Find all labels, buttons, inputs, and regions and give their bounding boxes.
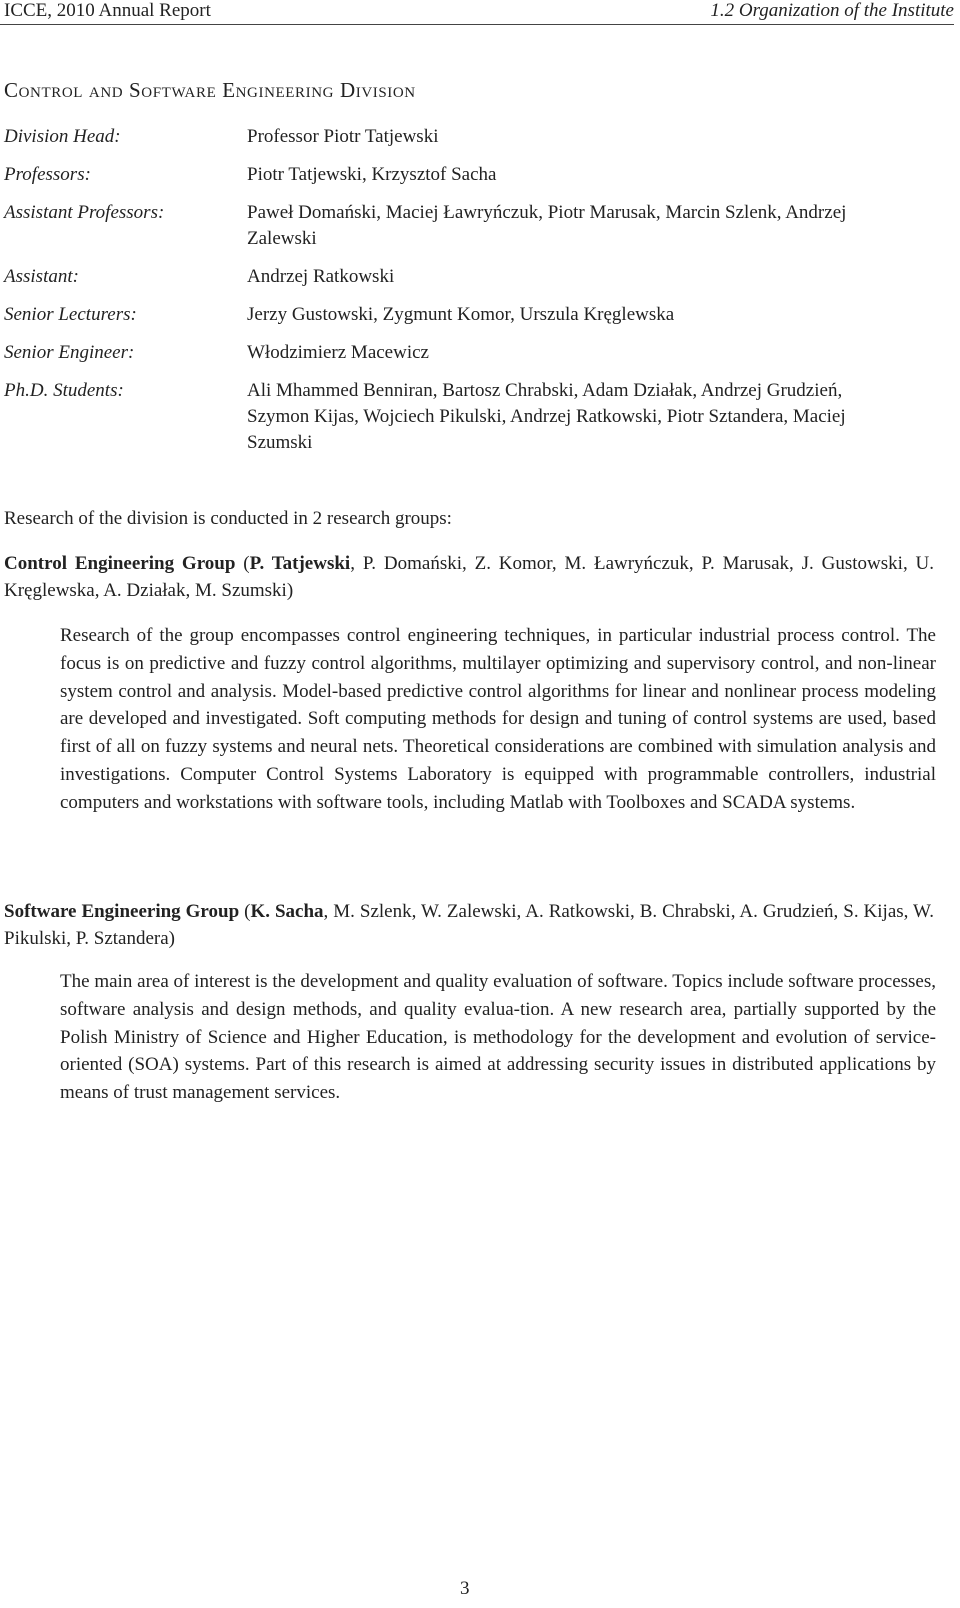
staff-value: Andrzej Ratkowski [247,266,395,287]
group-description-control: Research of the group encompasses control engineering techniques, in particular industrial process control. The focus is on predictive and fuzzy control algorithms, multilayer optimizing and supervisory control, and non-linear system control and analysis. Model-based predictive control algorithms for linear and nonlinear process modeling are developed and investigated. Soft computing methods for design and tuning of control systems are used, based first of all on fuzzy systems and neural nets. Theoretical considerations are combined with simulation analysis and investigations. Computer Control Systems Laboratory is equipped with programmable controllers, industrial computers and workstations with software tools, including Matlab with Toolboxes and SCADA systems. [60,625,936,813]
group-leader: P. Tatjewski [249,553,351,574]
research-intro: Research of the division is conducted in 2 research groups: [4,508,452,529]
group-leader: K. Sacha [250,901,324,922]
staff-label: Assistant Professors: [4,202,165,223]
group-members: , P. Domański, Z. Komor, M. Ławryńczuk, P. Marusak, J. Gustowski, U. Kręglewska, A. Działak, M. Szumski) [4,553,935,601]
group-members: , M. Szlenk, W. Zalewski, A. Ratkowski, B. Chrabski, A. Grudzień, S. Kijas, W. Pikulski, P. Sztandera) [4,901,934,949]
group-name: Software Engineering Group [4,901,240,922]
staff-label: Assistant: [4,266,79,287]
staff-label: Senior Lecturers: [4,304,137,325]
group-description-software: The main area of interest is the development and quality evaluation of software. Topics include software processes, software analysis and design methods, and quality evalua-tion. A new research area, partially supported by the Polish Ministry of Science and Higher Education, is methodology for the development and evolution of service-oriented (SOA) systems. Part of this research is aimed at addressing security issues in distributed applications by means of trust management services. [60,971,936,1104]
staff-value: Włodzimierz Macewicz [247,342,429,363]
staff-row-assistant [4,264,934,290]
page-number: 3 [460,1578,470,1599]
staff-row-division-head [4,124,934,150]
staff-row-senior-lecturers [4,302,934,328]
staff-value: Piotr Tatjewski, Krzysztof Sacha [247,164,497,185]
staff-row-phd-students [4,378,934,456]
staff-value: Paweł Domański, Maciej Ławryńczuk, Piotr Marusak, Marcin Szlenk, Andrzej Zalewski [247,202,847,249]
staff-value: Professor Piotr Tatjewski [247,126,439,147]
group-heading-control: Control Engineering Group (P. Tatjewski, P. Domański, Z. Komor, M. Ławryńczuk, P. Marusak, J. Gustowski, U. Kręglewska, A. Działak, M. Szumski) [4,553,935,601]
group-heading-software: Software Engineering Group (K. Sacha, M. Szlenk, W. Zalewski, A. Ratkowski, B. Chrabski, A. Grudzień, S. Kijas, W. Pikulski, P. Sztandera) [4,901,934,949]
staff-value: Ali Mhammed Benniran, Bartosz Chrabski, Adam Działak, Andrzej Grudzień, Szymon Kijas, Wojciech Pikulski, Andrzej Ratkowski, Piotr Sztandera, Maciej Szumski [247,380,846,453]
staff-row-senior-engineer [4,340,934,366]
staff-table [4,124,934,468]
group-name: Control Engineering Group [4,553,236,574]
running-header [4,0,954,26]
staff-value: Jerzy Gustowski, Zygmunt Komor, Urszula Kręglewska [247,304,675,325]
division-title: Control and Software Engineering Division [4,78,416,102]
staff-label: Division Head: [4,126,121,147]
header-right-text: 1.2 Organization of the Institute [710,0,954,21]
staff-row-professors [4,162,934,188]
staff-label: Senior Engineer: [4,342,135,363]
staff-label: Professors: [4,164,91,185]
header-rule [0,24,954,25]
staff-label: Ph.D. Students: [4,380,124,401]
header-left-text: ICCE, 2010 Annual Report [4,0,211,21]
staff-row-assistant-professors [4,200,934,252]
